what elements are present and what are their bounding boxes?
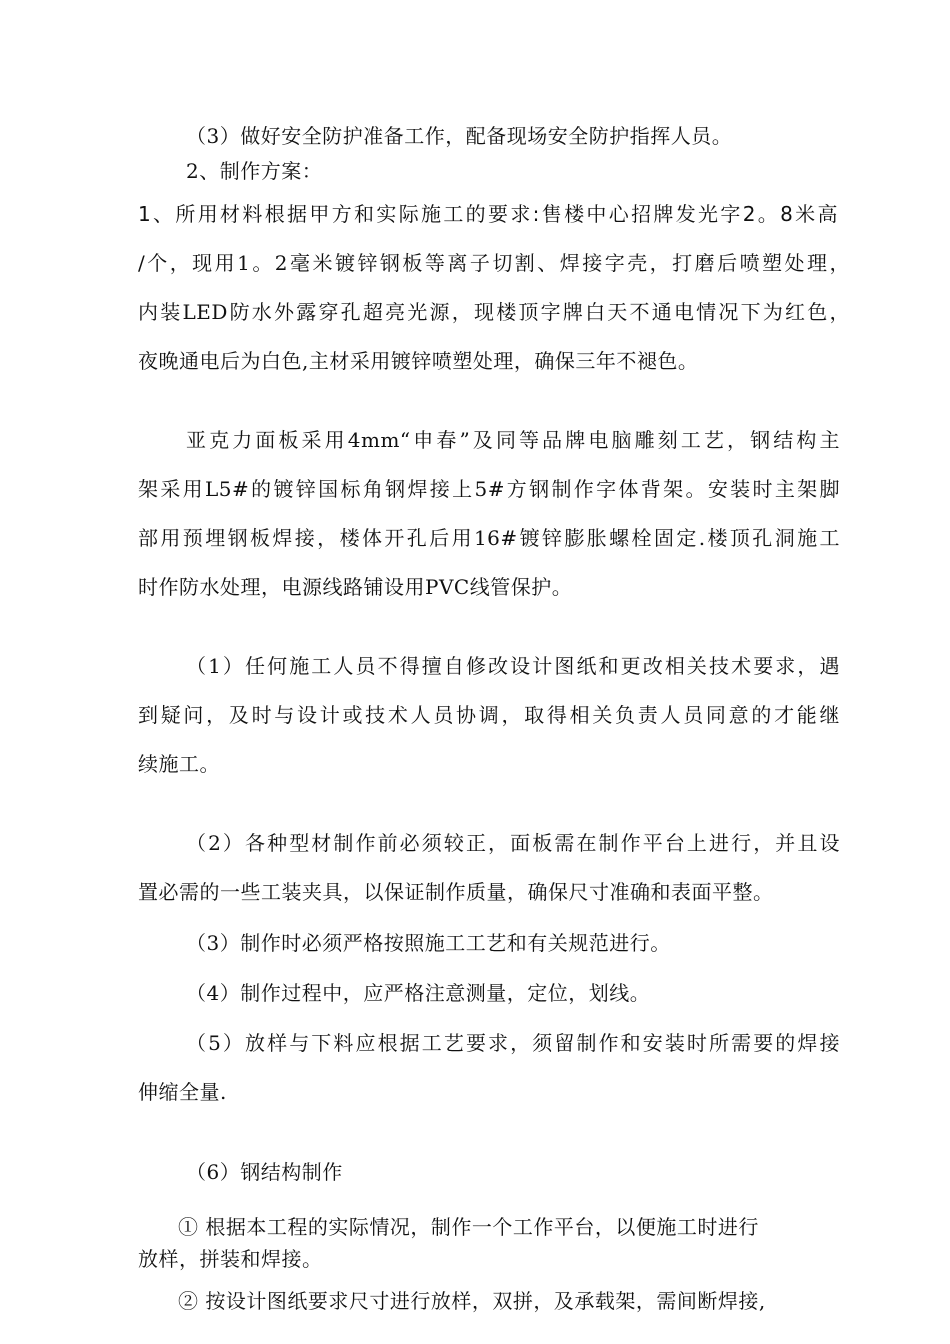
text-line-3: 1、所用材料根据甲方和实际施工的要求:售楼中心招牌发光字2。8米高 [138, 202, 838, 226]
text-line-7: 亚克力面板采用4mm“申春”及同等品牌电脑雕刻工艺，钢结构主 [186, 428, 840, 452]
text-line-16: （3）制作时必须严格按照施工工艺和有关规范进行。 [186, 931, 671, 955]
text-line-10: 时作防水处理，电源线路铺设用PVC线管保护。 [138, 575, 573, 599]
text-line-13: 续施工。 [138, 752, 220, 776]
text-line-5: 内装LED防水外露穿孔超亮光源，现楼顶字牌白天不通电情况下为红色， [138, 300, 850, 324]
text-line-23: ② 按设计图纸要求尺寸进行放样，双拼，及承载架，需间断焊接, [178, 1289, 766, 1313]
text-line-20: （6）钢结构制作 [186, 1160, 343, 1184]
text-line-1: （3）做好安全防护准备工作，配备现场安全防护指挥人员。 [186, 124, 733, 148]
section-heading: 2、制作方案： [186, 159, 323, 183]
text-line-17: （4）制作过程中，应严格注意测量，定位，划线。 [186, 981, 651, 1005]
text-line-6: 夜晚通电后为白色,主材采用镀锌喷塑处理，确保三年不褪色。 [138, 349, 699, 373]
text-line-18: （5）放样与下料应根据工艺要求，须留制作和安装时所需要的焊接 [186, 1031, 840, 1055]
text-line-4: /个，现用1。2毫米镀锌钢板等离子切割、焊接字壳，打磨后喷塑处理， [138, 251, 850, 275]
text-line-15: 置必需的一些工装夹具，以保证制作质量，确保尺寸准确和表面平整。 [138, 880, 774, 904]
text-line-21: ① 根据本工程的实际情况，制作一个工作平台，以便施工时进行 [178, 1215, 759, 1239]
text-line-11: （1）任何施工人员不得擅自修改设计图纸和更改相关技术要求，遇 [186, 654, 840, 678]
text-line-12: 到疑问，及时与设计或技术人员协调，取得相关负责人员同意的才能继 [138, 703, 840, 727]
text-line-22: 放样，拼装和焊接。 [138, 1247, 323, 1271]
text-line-9: 部用预埋钢板焊接，楼体开孔后用16#镀锌膨胀螺栓固定.楼顶孔洞施工 [138, 526, 840, 550]
text-line-8: 架采用L5#的镀锌国标角钢焊接上5#方钢制作字体背架。安装时主架脚 [138, 477, 840, 501]
text-line-14: （2）各种型材制作前必须较正，面板需在制作平台上进行，并且设 [186, 831, 840, 855]
text-line-19: 伸缩全量. [138, 1080, 227, 1104]
